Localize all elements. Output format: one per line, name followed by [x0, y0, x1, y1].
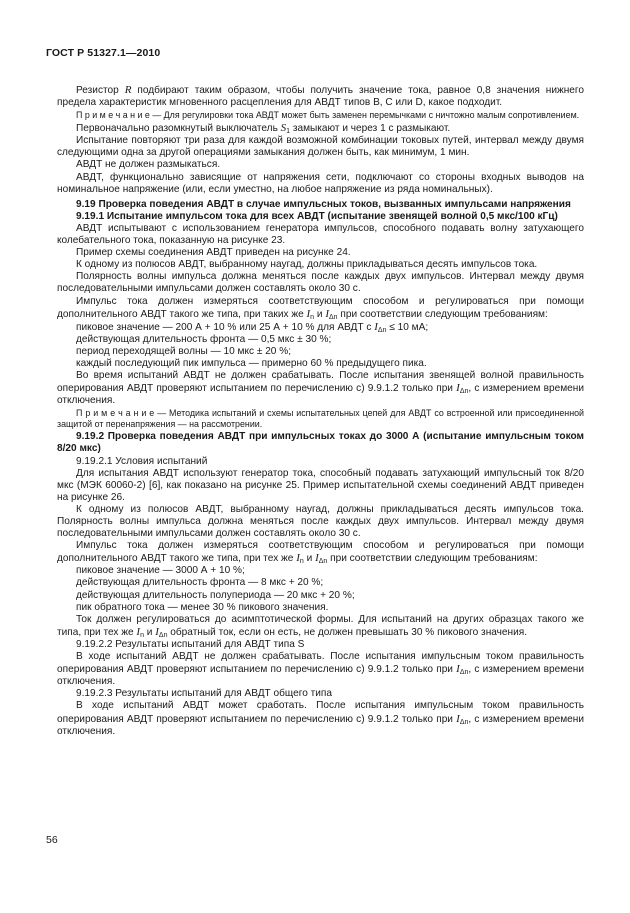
list-item-peak-2: пиковое значение — 3000 А + 10 %;: [76, 565, 245, 577]
paragraph-ten-pulses-2: К одному из полюсов АВДТ, выбранному наугад, должны прикладываться десять импульсов тока. Полярность волны импульса должна меняться после каждых двух импульсов. Интервал между двумя последовательными импульсами должен составлять около 30 с.: [57, 503, 584, 540]
note-1: П р и м е ч а н и е — Для регулировки тока АВДТ может быть заменен перемычками с ничтожно малым сопротивлением.: [76, 110, 580, 121]
note-2-label: П р и м е ч а н и е: [76, 408, 155, 419]
paragraph-no-trip: АВДТ не должен размыкаться.: [76, 159, 221, 171]
document-header: ГОСТ Р 51327.1—2010: [46, 47, 161, 59]
paragraph-fig24: Пример схемы соединения АВДТ приведен на рисунке 24.: [76, 247, 351, 259]
subsection-9-19-2-2: 9.19.2.2 Результаты испытаний для АВДТ типа S: [76, 638, 305, 650]
paragraph-asymptotic: Ток должен регулироваться до асимптотической формы. Для испытаний на других образцах такого же типа, при тех же $I_n$ и $I_{\Delta n}$ обратный ток, если он есть, не должен превышать 30 % пикового значения.: [57, 613, 584, 639]
subsection-9-19-2-1: 9.19.2.1 Условия испытаний: [76, 455, 208, 467]
paragraph-general-result: В ходе испытаний АВДТ может сработать. После испытания импульсным током правильность оперирования АВДТ проверяют испытанием по перечислению с) 9.9.1.2 только при $I_{\Delta n}$, с измерением времени отключения.: [57, 700, 584, 737]
paragraph-measure-1: Импульс тока должен измеряться соответствующим способом и регулироваться при помощи дополнительного АВДТ такого же типа, при таких же $I_n$ и $I_{\Delta n}$ при соответствии следующим требованиям:: [57, 295, 584, 321]
symbol-r: R: [124, 84, 132, 96]
list-item-reverse-peak: пик обратного тока — менее 30 % пикового значения.: [76, 601, 329, 613]
paragraph-voltage: АВДТ, функционально зависящие от напряжения сети, подключают со стороны входных выводов на номинальное напряжение (или, если уместно, на любое напряжение из ряда номинальных).: [57, 171, 584, 195]
section-heading-9-19-1: 9.19.1 Испытание импульсом тока для всех АВДТ (испытание звенящей волной 0,5 мкс/100 кГц): [76, 210, 558, 222]
note-2: П р и м е ч а н и е — Методика испытаний и схемы испытательных цепей для АВДТ со встроенной или присоединенной защитой от перенапряжения — на рассмотрении.: [57, 408, 584, 430]
list-item-front-2: действующая длительность фронта — 8 мкс + 20 %;: [76, 577, 324, 589]
paragraph-switch: Первоначально разомкнутый выключатель $S_1$ замыкают и через 1 с размыкают.: [76, 122, 451, 136]
paragraph-repeat: Испытание повторяют три раза для каждой возможной комбинации токовых путей, интервал между двумя следующими одна за другой операциями замыкания должен быть, как минимум, 1 мин.: [57, 135, 584, 159]
paragraph-generator-2: Для испытания АВДТ используют генератор тока, способный подавать затухающий импульсный ток 8/20 мкс (МЭК 60060-2) [6], как показано на рисунке 25. Пример испытательной схемы соединений АВДТ приведен на рисунке 26.: [57, 467, 584, 503]
paragraph-measure-2: Импульс тока должен измеряться соответствующим способом и регулироваться при помощи дополнительного АВДТ такого же типа, при тех же $I_n$ и $I_{\Delta n}$ при соответствии следующим требованиям:: [57, 540, 584, 566]
page-number: 56: [46, 834, 58, 846]
document-body: [57, 84, 584, 738]
paragraph-ten-pulses: К одному из полюсов АВДТ, выбранному наугад, должны прикладываться десять импульсов тока.: [76, 259, 538, 271]
paragraph-type-s-result: В ходе испытаний АВДТ не должен срабатывать. После испытания импульсным током правильность оперирования АВДТ проверяют испытанием по перечислению с) 9.9.1.2 только при $I_{\Delta n}$, с измерением времени отключения.: [57, 651, 584, 688]
list-item-peak-1: пиковое значение — 200 А + 10 % или 25 А + 10 % для АВДТ с $I_{\Delta n} \le 10$ мА;: [76, 320, 429, 334]
paragraph-polarity: Полярность волны импульса должна меняться после каждых двух импульсов. Интервал между двумя последовательными импульсами должен составлять около 30 с.: [57, 271, 584, 295]
paragraph-generator: АВДТ испытывают с использованием генератора импульсов, способного подавать волну затухающего колебательного тока, показанную на рисунке 23.: [57, 222, 584, 247]
subsection-9-19-2-3: 9.19.2.3 Результаты испытаний для АВДТ общего типа: [76, 688, 332, 700]
section-heading-9-19: 9.19 Проверка поведения АВДТ в случае импульсных токов, вызванных импульсами напряжения: [76, 198, 571, 210]
list-item-subsequent-peak: каждый последующий пик импульса — примерно 60 % предыдущего пика.: [76, 357, 427, 369]
section-heading-9-19-2: 9.19.2 Проверка поведения АВДТ при импульсных токах до 3000 А (испытание импульсным током 8/20 мкс): [57, 431, 584, 455]
list-item-front-1: действующая длительность фронта — 0,5 мкс ± 30 %;: [76, 333, 332, 345]
paragraph-ring-result: Во время испытаний АВДТ не должен срабатывать. После испытания звенящей волной правильность оперирования АВДТ проверяют испытанием по перечислению с) 9.9.1.2 только при $I_{\Delta n}$, с измерением времени отключения.: [57, 370, 584, 407]
paragraph-resistor: Резистор R подбирают таким образом, чтобы получить значение тока, равное 0,8 значения нижнего предела характеристик мгновенного расцепления для АВДТ типов В, С или D, какое подходит.: [57, 84, 584, 109]
list-item-period: период переходящей волны — 10 мкс ± 20 %;: [76, 345, 291, 357]
note-1-label: П р и м е ч а н и е: [76, 110, 150, 121]
list-item-half-period: действующая длительность полупериода — 20 мкс + 20 %;: [76, 589, 355, 601]
